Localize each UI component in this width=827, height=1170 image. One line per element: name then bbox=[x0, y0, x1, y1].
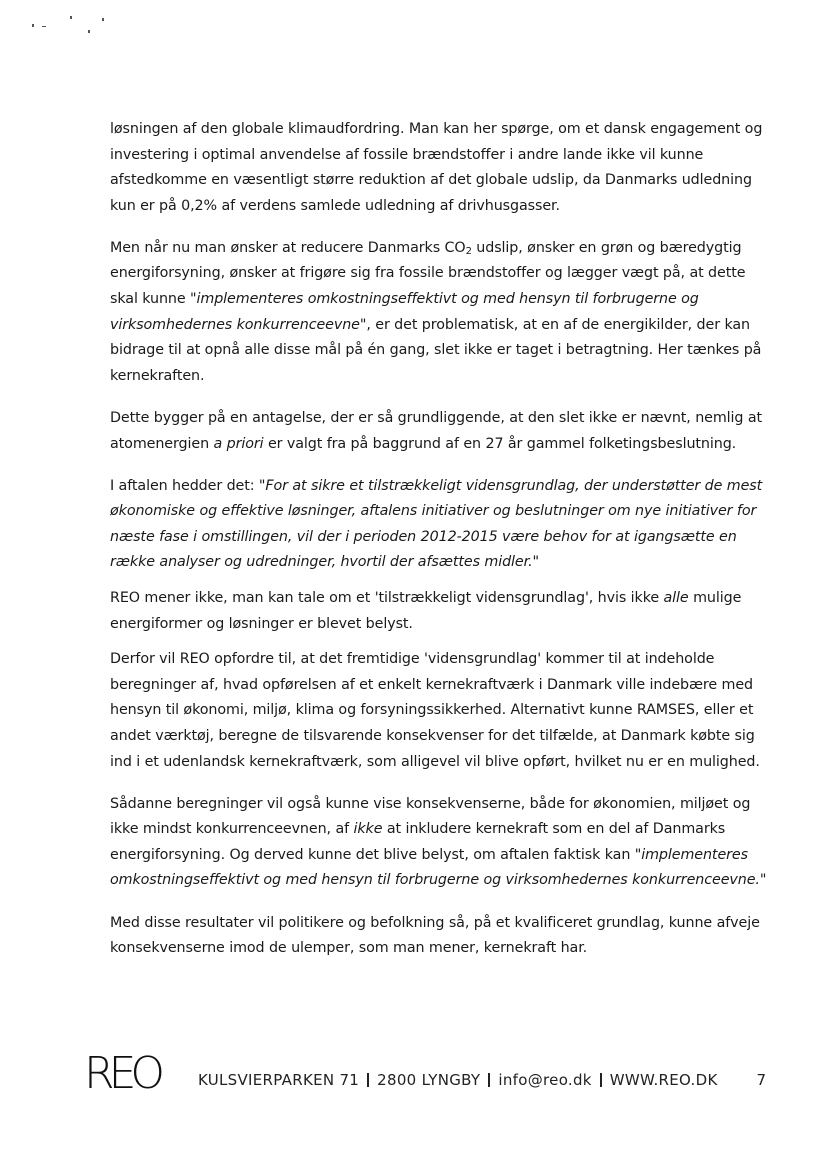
scan-artifacts bbox=[28, 12, 118, 42]
text-run: udslip, ønsker en grøn og bæredygtig energiforsyning, ønsker at frigøre sig fra fossile brændstoffer og lægger vægt på, at dette skal kunne bbox=[110, 239, 746, 308]
footer-address bbox=[198, 1071, 718, 1089]
italic-quote: ikke bbox=[353, 821, 383, 838]
italic-quote: "For at sikre et tilstrækkeligt vidensgrundlag, der understøtter de mest økonomiske og effektive løsninger, aftalens initiativer og beslutninger om nye initiativer for næste fase i omstillingen, vil der i perioden 2012-2015 være behov for at igangsætte en række analyser og udredninger, hvortil der afsættes midler." bbox=[110, 477, 763, 571]
text-run: Men når nu man ønsker at reducere Danmarks CO bbox=[110, 239, 466, 256]
footer-separator bbox=[488, 1073, 490, 1087]
paragraph bbox=[110, 236, 770, 390]
document-body bbox=[110, 117, 770, 978]
text-run: I aftalen hedder det: bbox=[110, 477, 259, 494]
paragraph bbox=[110, 647, 770, 775]
footer-email[interactable]: info@reo.dk bbox=[498, 1071, 592, 1089]
italic-quote: "implementeres omkostningseffektivt og med hensyn til forbrugerne og virksomhedernes konkurrenceevne" bbox=[110, 291, 699, 333]
paragraph bbox=[110, 117, 770, 219]
italic-quote: a priori bbox=[213, 435, 264, 452]
paragraph bbox=[110, 792, 770, 894]
subscript-text: 2 bbox=[465, 245, 472, 257]
paragraph bbox=[110, 474, 770, 576]
paragraph bbox=[110, 586, 770, 637]
reo-logo: REO bbox=[84, 1048, 160, 1099]
text-run: at inkludere kernekraft som en del af Danmarks energiforsyning. Og derved kunne det blive belyst, om aftalen faktisk kan bbox=[110, 821, 726, 863]
text-run: , er det problematisk, at en af de energikilder, der kan bidrage til at opnå alle disse mål på én gang, slet ikke er taget i betragtning. Her tænkes på kernekraften. bbox=[110, 316, 762, 384]
italic-quote: alle bbox=[663, 590, 689, 606]
footer-website[interactable]: WWW.REO.DK bbox=[609, 1071, 718, 1089]
text-run: Med disse resultater vil politikere og befolkning så, på et kvalificeret grundlag, kunne afveje konsekvenserne imod de ulemper, som man mener, kernekraft har. bbox=[110, 914, 760, 957]
footer-separator bbox=[367, 1073, 369, 1087]
text-run: REO mener ikke, man kan tale om et 'tilstrækkeligt vidensgrundlag', hvis ikke bbox=[110, 590, 664, 606]
footer-separator bbox=[600, 1073, 602, 1087]
text-run: er valgt fra på baggrund af en 27 år gammel folketingsbeslutning. bbox=[263, 435, 737, 452]
text-run: mulige energiformer og løsninger er blevet belyst. bbox=[110, 590, 742, 632]
text-run: Dette bygger på en antagelse, der er så grundliggende, at den slet ikke er nævnt, nemlig at atomenergien bbox=[110, 409, 763, 452]
paragraph bbox=[110, 911, 770, 962]
footer-street: KULSVIERPARKEN 71 bbox=[198, 1071, 360, 1089]
italic-quote: "implementeres omkostningseffektivt og med hensyn til forbrugerne og virksomhedernes konkurrenceevne." bbox=[110, 846, 767, 889]
paragraph bbox=[110, 406, 770, 457]
text-run: løsningen af den globale klimaudfordring. Man kan her spørge, om et dansk engagement og investering i optimal anvendelse af fossile brændstoffer i andre lande ikke vil kunne afstedkomme en væsentligt større reduktion af det globale udslip, da Danmarks udledning kun er på 0,2% af verdens samlede udledning af drivhusgasser. bbox=[110, 121, 763, 214]
text-run: Derfor vil REO opfordre til, at det fremtidige 'vidensgrundlag' kommer til at indeholde beregninger af, hvad opførelsen af et enkelt kernekraftværk i Danmark ville indebære med hensyn til økonomi, miljø, klima og forsyningssikkerhed. Alternativt kunne RAMSES, eller et andet værktøj, beregne de tilsvarende konsekvenser for det tilfælde, at Danmark købte sig ind i et udenlandsk kernekraftværk, som alligevel vil blive opført, hvilket nu er en mulighed. bbox=[110, 651, 760, 770]
text-run: Sådanne beregninger vil også kunne vise konsekvenserne, både for økonomien, miljøet og ikke mindst konkurrenceevnen, af bbox=[110, 795, 751, 838]
page-footer bbox=[84, 1050, 784, 1098]
footer-city: 2800 LYNGBY bbox=[377, 1071, 481, 1089]
page-number: 7 bbox=[756, 1071, 766, 1089]
